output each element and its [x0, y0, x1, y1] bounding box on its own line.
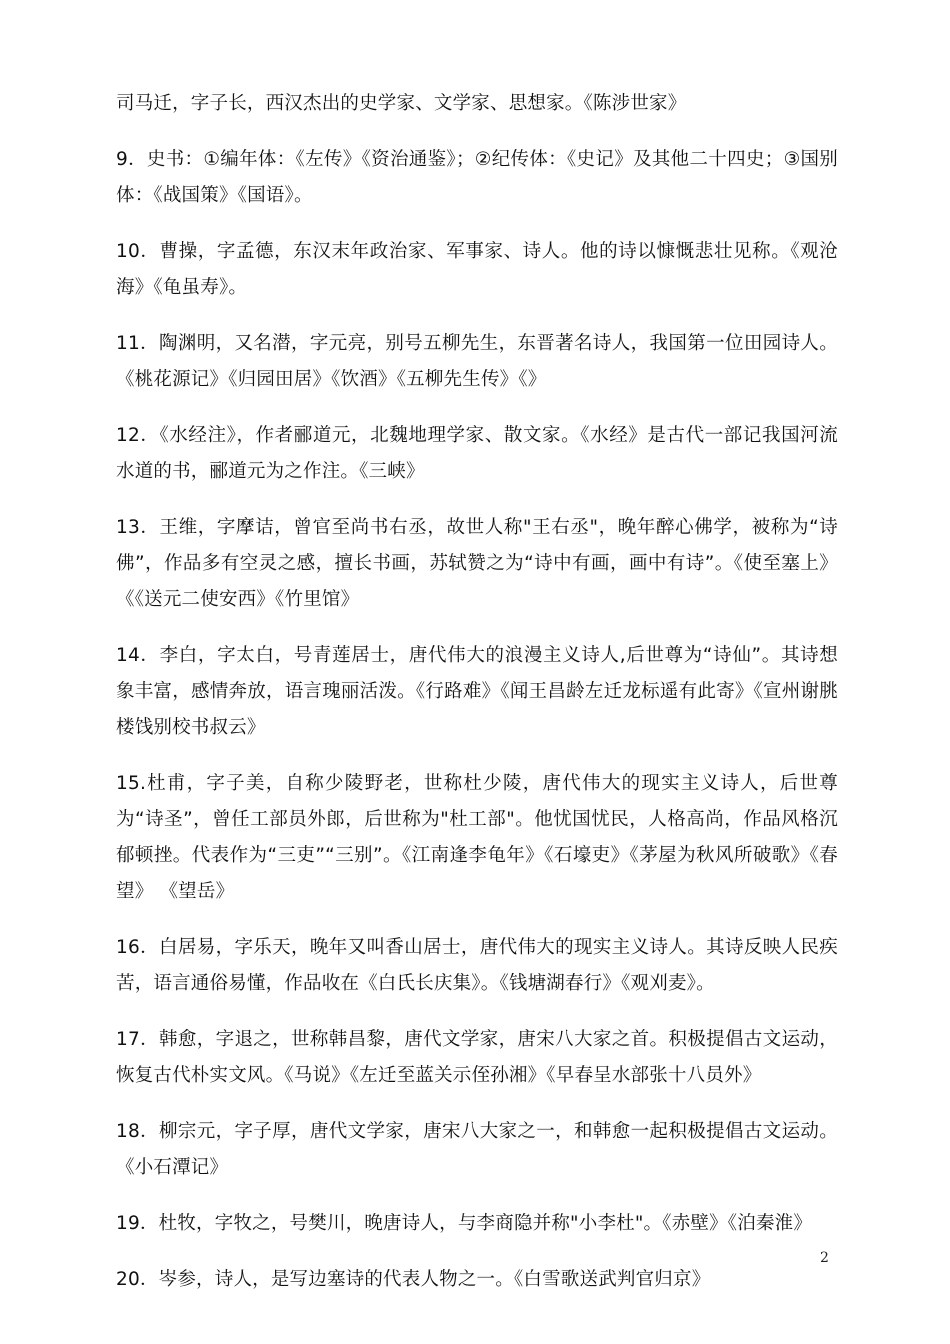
- paragraph-16-bai-juyi: 16．白居易，字乐天，晚年又叫香山居士，唐代伟大的现实主义诗人。其诗反映人民疾苦，语言通俗易懂，作品收在《白氏长庆集》。《钱塘湖春行》《观刈麦》。: [116, 937, 838, 994]
- paragraph-11-tao-yuanming: 11．陶渊明，又名潜，字元亮，别号五柳先生，东晋著名诗人，我国第一位田园诗人。《桃花源记》《归园田居》《饮酒》《五柳先生传》《》: [116, 333, 838, 390]
- paragraph-15-du-fu: 15.杜甫，字子美，自称少陵野老，世称杜少陵，唐代伟大的现实主义诗人，后世尊为“诗圣”，曾任工部员外郎，后世称为"杜工部"。他忧国忧民，人格高尚，作品风格沉郁顿挫。代表作为“三吏”“三别”。《江南逢李龟年》《石壕吏》《茅屋为秋风所破歌》《春望》 《望岳》: [116, 773, 838, 902]
- document-body: [116, 86, 838, 1318]
- paragraph-9-history-books: 9．史书：①编年体：《左传》《资治通鉴》；②纪传体：《史记》及其他二十四史；③国别体：《战国策》《国语》。: [116, 149, 838, 206]
- paragraph-17-han-yu: 17．韩愈，字退之，世称韩昌黎，唐代文学家，唐宋八大家之首。积极提倡古文运动，恢复古代朴实文风。《马说》《左迁至蓝关示侄孙湘》《早春呈水部张十八员外》: [116, 1029, 838, 1086]
- paragraph-14-li-bai: 14．李白，字太白，号青莲居士，唐代伟大的浪漫主义诗人,后世尊为“诗仙”。其诗想象丰富，感情奔放，语言瑰丽活泼。《行路难》《闻王昌龄左迁龙标遥有此寄》《宣州谢朓楼饯别校书叔云》: [116, 645, 838, 738]
- paragraph-10-cao-cao: 10．曹操，字孟德，东汉末年政治家、军事家、诗人。他的诗以慷慨悲壮见称。《观沧海》《龟虽寿》。: [116, 241, 838, 298]
- paragraph-12-shuijingzhu: 12．《水经注》，作者郦道元，北魏地理学家、散文家。《水经》是古代一部记我国河流水道的书，郦道元为之作注。《三峡》: [116, 425, 838, 482]
- page-number: 2: [820, 1250, 829, 1266]
- paragraph-sima-qian: 司马迁，字子长，西汉杰出的史学家、文学家、思想家。《陈涉世家》: [116, 93, 687, 114]
- paragraph-18-liu-zongyuan: 18．柳宗元，字子厚，唐代文学家，唐宋八大家之一，和韩愈一起积极提倡古文运动。《小石潭记》: [116, 1121, 838, 1178]
- paragraph-20-cen-shen: 20．岑参，诗人，是写边塞诗的代表人物之一。《白雪歌送武判官归京》: [116, 1269, 711, 1290]
- paragraph-19-du-mu: 19．杜牧，字牧之，号樊川，晚唐诗人，与李商隐并称"小李杜"。《赤壁》《泊秦淮》: [116, 1213, 813, 1234]
- paragraph-13-wang-wei: 13．王维，字摩诘，曾官至尚书右丞，故世人称"王右丞"，晚年醉心佛学，被称为“诗佛”，作品多有空灵之感，擅长书画，苏轼赞之为“诗中有画，画中有诗”。《使至塞上》《《送元二使安西》《竹里馆》: [116, 517, 838, 610]
